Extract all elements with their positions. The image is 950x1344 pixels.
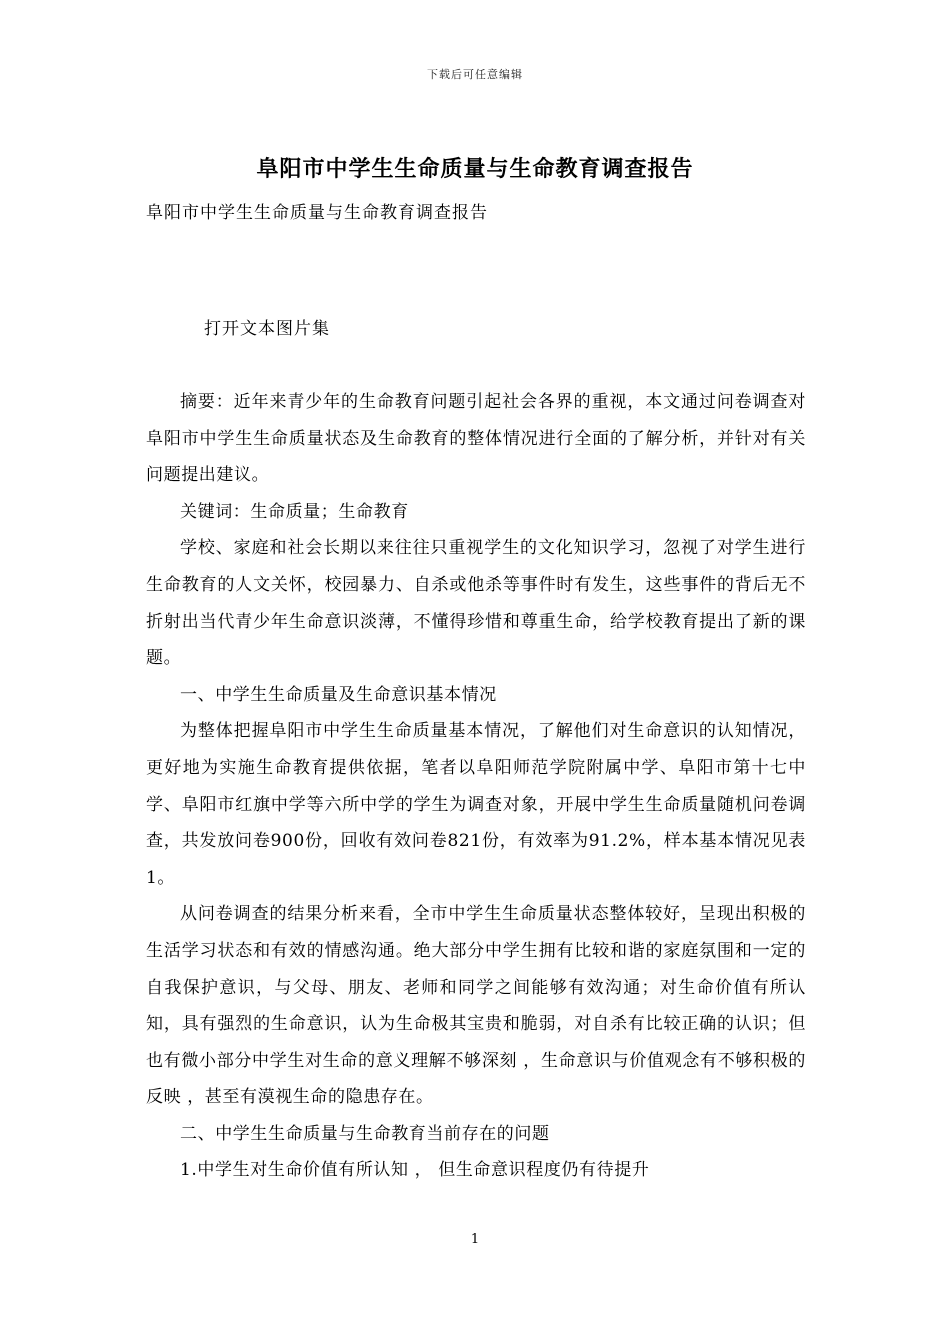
analysis-paragraph: 从问卷调查的结果分析来看，全市中学生生命质量状态整体较好，呈现出积极的生活学习状态和有效的情感沟通。绝大部分中学生拥有比较和谐的家庭氛围和一定的自我保护意识，与父母、朋友、老师和同学之间能够有效沟通；对生命价值有所认知，具有强烈的生命意识，认为生命极其宝贵和脆弱，对自杀有比较正确的认识；但也有微小部分中学生对生命的意义理解不够深刻 ，生命意识与价值观念有不够积极的反映 ，甚至有漠视生命的隐患存在。	[146, 904, 806, 1108]
section-heading-2: 二、中学生生命质量与生命教育当前存在的问题	[180, 1123, 550, 1144]
section-heading-1: 一、中学生生命质量及生命意识基本情况	[180, 684, 497, 705]
document-title: 阜阳市中学生生命质量与生命教育调查报告	[256, 156, 694, 182]
subsection-heading-1: 1.中学生对生命价值有所认知 ， 但生命意识程度仍有待提升	[180, 1160, 650, 1181]
abstract-paragraph: 摘要：近年来青少年的生命教育问题引起社会各界的重视，本文通过问卷调查对阜阳市中学生生命质量状态及生命教育的整体情况进行全面的了解分析，并针对有关问题提出建议。	[146, 392, 806, 486]
survey-paragraph: 为整体把握阜阳市中学生生命质量基本情况，了解他们对生命意识的认知情况，更好地为实施生命教育提供依据，笔者以阜阳师范学院附属中学、阜阳市第十七中学、阜阳市红旗中学等六所中学的学生为调查对象，开展中学生生命质量随机问卷调查，共发放问卷900份，回收有效问卷821份，有效率为91.2%，样本基本情况见表1。	[146, 721, 806, 888]
document-body	[146, 384, 806, 1189]
image-set-link[interactable]: 打开文本图片集	[204, 319, 330, 339]
page-number: 1	[470, 1232, 480, 1247]
intro-paragraph: 学校、家庭和社会长期以来往往只重视学生的文化知识学习，忽视了对学生进行生命教育的人文关怀，校园暴力、自杀或他杀等事件时有发生，这些事件的背后无不折射出当代青少年生命意识淡薄，不懂得珍惜和尊重生命，给学校教育提出了新的课题。	[146, 538, 806, 669]
document-subtitle: 阜阳市中学生生命质量与生命教育调查报告	[146, 203, 488, 223]
header-note: 下载后可任意编辑	[427, 68, 523, 81]
keywords-paragraph: 关键词：生命质量；生命教育	[180, 501, 409, 522]
